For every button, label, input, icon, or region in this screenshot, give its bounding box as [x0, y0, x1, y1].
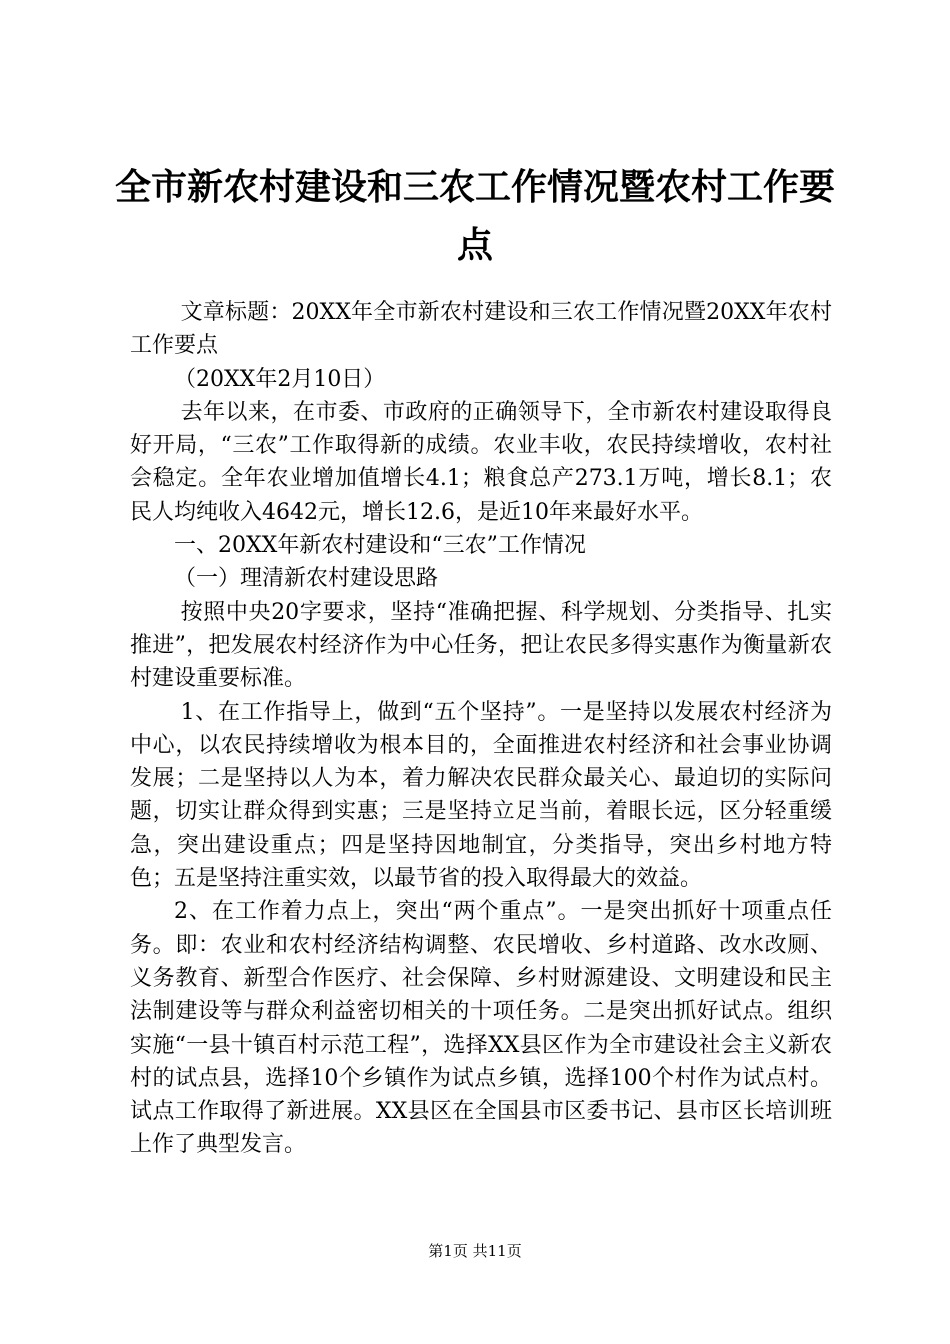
body-paragraph: 按照中央20字要求，坚持“准确把握、科学规划、分类指导、扎实推进”，把发展农村经济作为中心任务，把让农民多得实惠作为衡量新农村建设重要标准。	[130, 599, 832, 692]
document-body	[130, 296, 832, 1162]
article-title-paragraph: 文章标题：20XX年全市新农村建设和三农工作情况暨20XX年农村工作要点	[130, 300, 832, 359]
body-paragraph: 2、在工作着力点上，突出“两个重点”。一是突出抓好十项重点任务。即：农业和农村经济结构调整、农民增收、乡村道路、改水改厕、义务教育、新型合作医疗、社会保障、乡村财源建设、文明建设和民主法制建设等与群众利益密切相关的十项任务。二是突出抓好试点。组织实施“一县十镇百村示范工程”，选择XX县区作为全市建设社会主义新农村的试点县，选择10个乡镇作为试点乡镇，选择100个村作为试点村。试点工作取得了新进展。XX县区在全国县市区委书记、县市区长培训班上作了典型发言。	[130, 899, 832, 1158]
intro-paragraph: 去年以来，在市委、市政府的正确领导下，全市新农村建设取得良好开局，“三农”工作取得新的成绩。农业丰收，农民持续增收，农村社会稳定。全年农业增加值增长4.1；粮食总产273.1万吨，增长8.1；农民人均纯收入4642元，增长12.6，是近10年来最好水平。	[130, 399, 832, 525]
document-title: 全市新农村建设和三农工作情况暨农村工作要点	[114, 166, 835, 266]
page-footer: 第1页 共11页	[428, 1242, 522, 1260]
date-line: （20XX年2月10日）	[174, 366, 386, 392]
subsection-heading: （一）理清新农村建设思路	[174, 566, 439, 592]
body-paragraph: 1、在工作指导上，做到“五个坚持”。一是坚持以发展农村经济为中心，以农民持续增收为根本目的，全面推进农村经济和社会事业协调发展；二是坚持以人为本，着力解决农民群众最关心、最迫切的实际问题，切实让群众得到实惠；三是坚持立足当前，着眼长远，区分轻重缓急，突出建设重点；四是坚持因地制宜，分类指导，突出乡村地方特色；五是坚持注重实效，以最节省的投入取得最大的效益。	[130, 699, 832, 892]
section-heading: 一、20XX年新农村建设和“三农”工作情况	[174, 533, 586, 559]
